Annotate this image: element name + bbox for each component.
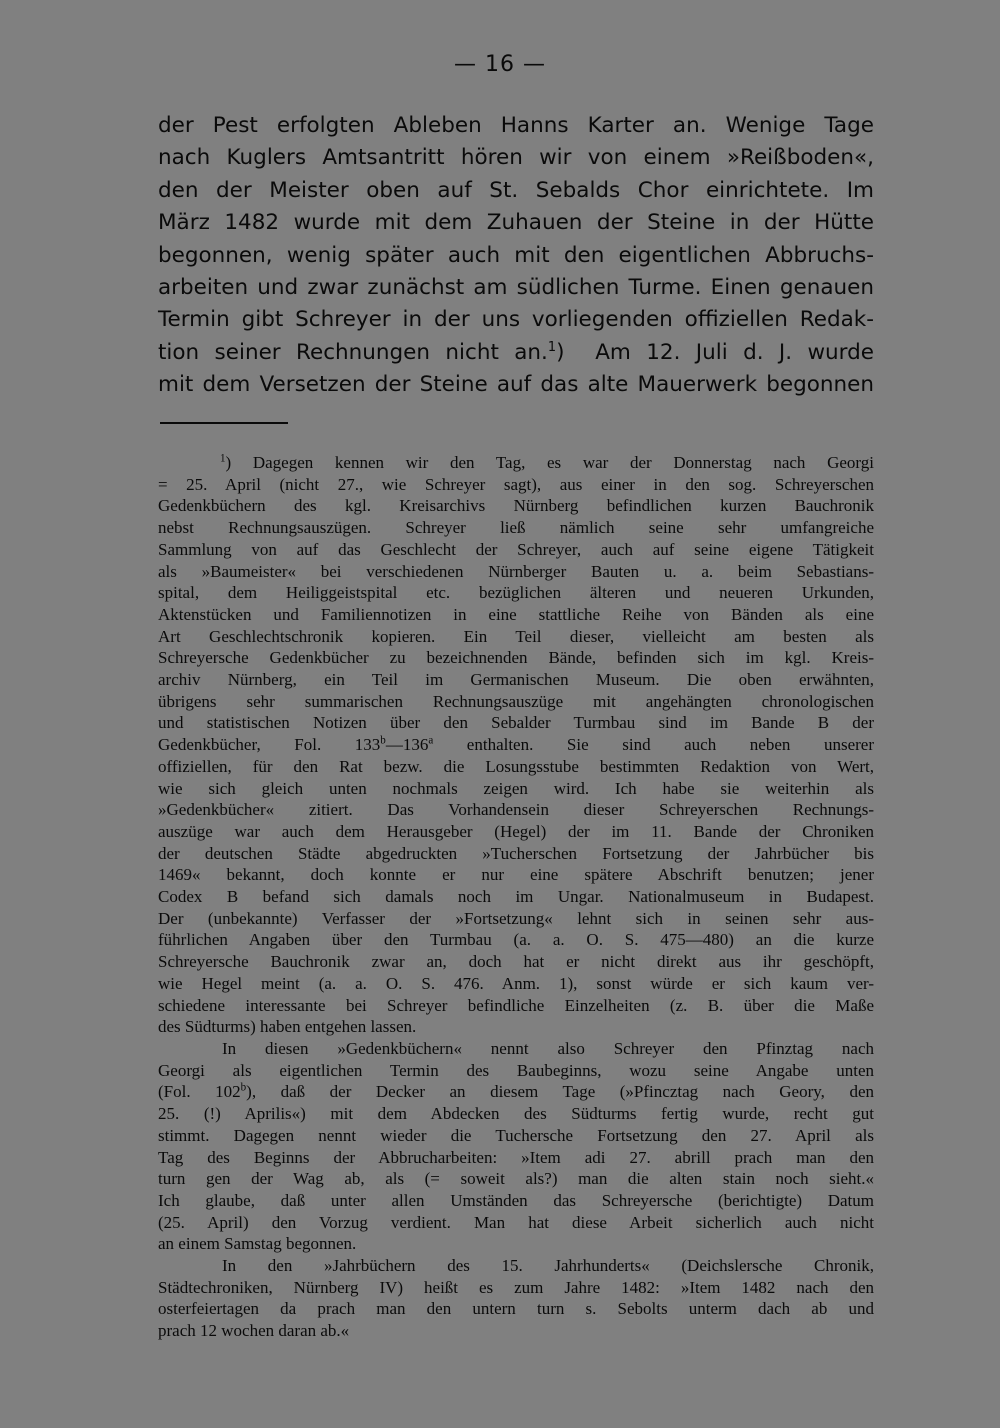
footnote-line: In diesen »Gedenkbüchern« nennt also Schreyer den Pfinztag nach (222, 1038, 874, 1058)
footnote-line: an einem Samstag begonnen. (158, 1234, 357, 1254)
footnote-line: (25. April) den Vorzug verdient. Man hat diese Arbeit sicherlich auch nicht (158, 1212, 874, 1232)
main-line: begonnen, wenig später auch mit den eigentlichen Abbruchs- (158, 242, 874, 268)
footnote-line: Georgi als eigentlichen Termin des Baubeginns, wozu seine Angabe unten (158, 1060, 874, 1080)
footnote-line: übrigens sehr summarischen Rechnungsauszüge mit angehängten chronologischen (158, 691, 874, 711)
footnote-line: Ich glaube, daß unter allen Umständen das Schreyersche (berichtigte) Datum (158, 1190, 874, 1210)
footnote-line: turn gen der Wag ab, als (= soweit als?) man die alten stain noch sieht.« (158, 1169, 874, 1189)
footnote-line: des Südturms) haben entgehen lassen. (158, 1017, 417, 1037)
footnote-line: »Gedenkbücher« zitiert. Das Vorhandensein dieser Schreyerschen Rechnungs- (158, 800, 874, 820)
footnote-line: Tag des Beginns der Abbrucharbeiten: »Item adi 27. abrill prach man den (158, 1147, 874, 1167)
main-line: den der Meister oben auf St. Sebalds Chor einrichtete. Im (158, 177, 874, 203)
footnote-line: Codex B befand sich damals noch im Ungar. Nationalmuseum in Budapest. (158, 887, 874, 907)
main-line: arbeiten und zwar zunächst am südlichen Turme. Einen genauen (158, 275, 874, 301)
footnote-line: prach 12 wochen daran ab.« (158, 1321, 350, 1341)
footnote-line: nebst Rechnungsauszügen. Schreyer ließ nämlich seine sehr umfangreiche (158, 518, 874, 538)
footnote-line: wie Hegel meint (a. a. O. S. 476. Anm. 1), sonst würde er sich kaum ver- (158, 973, 874, 993)
footnote-line: $^1$) Dagegen kennen wir den Tag, es war der Donnerstag nach Georgi (220, 452, 874, 472)
footnote-line: Art Geschlechtschronik kopieren. Ein Teil dieser, vielleicht am besten als (158, 626, 874, 646)
main-line: Termin gibt Schreyer in der uns vorliegenden offiziellen Redak- (158, 307, 874, 333)
main-line-text: tion seiner Rechnungen nicht an. (158, 339, 548, 365)
footnote-line: führlichen Angaben über den Turmbau (a. a. O. S. 475—480) an die kurze (158, 930, 874, 950)
footnote-ref-marker: 1 (547, 339, 557, 355)
footnote-line: offiziellen, für den Rat bezw. die Losungsstube bestimmten Redaktion von Wert, (158, 756, 874, 776)
main-text (158, 110, 874, 402)
footnote-line: als »Baumeister« bei verschiedenen Nürnberger Bauten u. a. beim Sebastians- (158, 561, 874, 581)
footnote-line: Städtechroniken, Nürnberg IV) heißt es zum Jahre 1482: »Item 1482 nach den (158, 1277, 874, 1297)
footnote-line: stimmt. Dagegen nennt wieder die Tuchersche Fortsetzung den 27. April als (158, 1125, 874, 1145)
footnote-separator (160, 422, 288, 424)
footnote-line: Gedenkbücher, Fol. 133$^b$—136$^a$ enthalten. Sie sind auch neben unserer (158, 734, 875, 755)
footnote-line: der deutschen Städte abgedruckten »Tucherschen Fortsetzung der Jahrbücher bis (158, 843, 874, 863)
footnote-line: Gedenkbüchern des kgl. Kreisarchivs Nürnberg befindlichen kurzen Bauchronik (158, 496, 874, 516)
main-line: mit dem Versetzen der Steine auf das alte Mauerwerk begonnen (158, 372, 874, 398)
footnote-line: Aktenstücken und Familiennotizen in eine stattliche Reihe von Bänden als eine (158, 604, 874, 624)
footnote-line: und statistischen Notizen über den Sebalder Turmbau sind im Bande B der (158, 713, 874, 733)
page-number: — 16 — (454, 52, 546, 77)
footnote-line: 25. (!) Aprilis«) mit dem Abdecken des Südturms fertig wurde, recht gut (158, 1104, 874, 1124)
main-line-footnote-ref (158, 337, 874, 369)
footnote-line: archiv Nürnberg, ein Teil im Germanischen Museum. Die oben erwähnten, (158, 670, 874, 690)
footnote-line: wie sich gleich unten nochmals zeigen wird. Ich habe sie weiterhin als (158, 778, 874, 798)
footnote-line: (Fol. 102$^b$), daß der Decker an diesem Tage (»Pfincztag nach Geory, den (158, 1081, 874, 1102)
footnotes (158, 452, 874, 1342)
footnote-marker: 1 (220, 452, 226, 465)
footnote-line: schiedene interessante bei Schreyer befindliche Einzelheiten (z. B. über die Maße (158, 995, 874, 1015)
main-line-text: Am 12. Juli d. J. wurde (595, 339, 875, 365)
footnote-line: = 25. April (nicht 27., wie Schreyer sagt), aus einer in den sog. Schreyerschen (158, 474, 874, 494)
footnote-line: osterfeiertagen da prach man den untern turn s. Sebolts unterm dach ab und (158, 1299, 874, 1319)
footnote-line: In den »Jahrbüchern des 15. Jahrhunderts« (Deichslersche Chronik, (222, 1256, 874, 1276)
footnote-line: Sammlung von auf das Geschlecht der Schreyer, auch auf seine eigene Tätigkeit (158, 539, 874, 559)
footnote-ref-paren: ) (556, 339, 565, 365)
footnote-line: 1469« bekannt, doch konnte er nur eine spätere Abschrift benutzen; jener (158, 865, 874, 885)
main-line: der Pest erfolgten Ableben Hanns Karter an. Wenige Tage (158, 113, 874, 138)
footnote-line: spital, dem Heiliggeistspital etc. bezüglichen älteren und neueren Urkunden, (158, 583, 874, 603)
main-line: nach Kuglers Amtsantritt hören wir von einem »Reißboden«, (158, 145, 874, 171)
footnote-line: Der (unbekannte) Verfasser der »Fortsetzung« lehnt sich in seinen sehr aus- (158, 908, 874, 928)
footnote-line: Schreyersche Gedenkbücher zu bezeichnenden Bände, befinden sich im kgl. Kreis- (158, 648, 874, 668)
footnote-line: auszüge war auch dem Herausgeber (Hegel) der im 11. Bande der Chroniken (158, 821, 874, 841)
footnote-line: Schreyersche Bauchronik zwar an, doch hat er nicht direkt aus ihr geschöpft, (158, 952, 874, 972)
main-line: März 1482 wurde mit dem Zuhauen der Steine in der Hütte (158, 210, 874, 236)
